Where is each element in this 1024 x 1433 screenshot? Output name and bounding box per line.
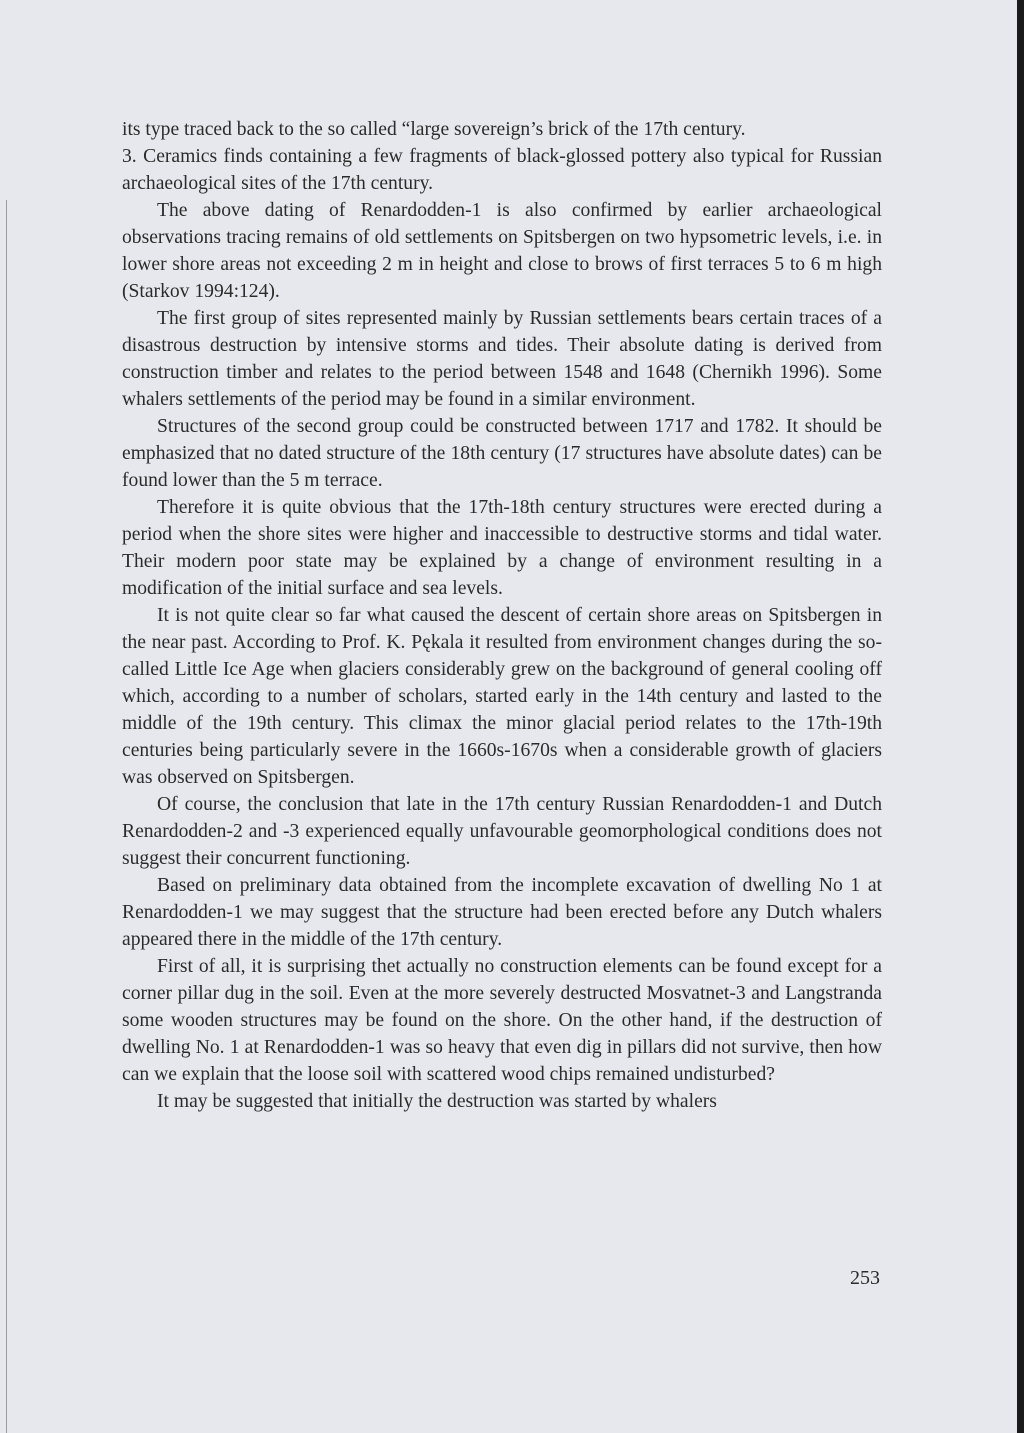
paragraph: It may be suggested that initially the destruction was started by whalers — [157, 1091, 717, 1112]
page-left-edge — [6, 200, 7, 1433]
paragraph: The first group of sites represented mainly by Russian settlements bears certain traces of a disastrous destruction by intensive storms and tides. Their absolute dating is derived from construction timber and relates to the period between 1548 and 1648 (Chernikh 1996). Some whalers settlements of the period may be found in a similar environment. — [122, 308, 882, 410]
paragraph: Structures of the second group could be constructed between 1717 and 1782. It should be emphasized that no dated structure of the 18th century (17 structures have absolute dates) can be found lower than the 5 m terrace. — [122, 416, 882, 491]
paragraph: It is not quite clear so far what caused the descent of certain shore areas on Spitsbergen in the near past. According to Prof. K. Pękala it resulted from environment changes during the so-called Little Ice Age when glaciers considerably grew on the background of general cooling off which, according to a number of scholars, started early in the 14th century and lasted to the middle of the 19th century. This climax the minor glacial period relates to the 17th-19th centuries being particularly severe in the 1660s-1670s when a considerable growth of glaciers was observed on Spitsbergen. — [122, 605, 882, 788]
body-text — [122, 116, 882, 1115]
paragraph: Based on preliminary data obtained from the incomplete excavation of dwelling No 1 at Renardodden-1 we may suggest that the structure had been erected before any Dutch whalers appeared there in the middle of the 17th century. — [122, 875, 882, 950]
paragraph: its type traced back to the so called “large sovereign’s brick of the 17th century. — [122, 119, 746, 140]
paragraph: 3. Ceramics finds containing a few fragments of black-glossed pottery also typical for Russian archaeological sites of the 17th century. — [122, 146, 882, 194]
page-number: 253 — [850, 1267, 880, 1289]
paragraph: First of all, it is surprising thet actually no construction elements can be found except for a corner pillar dug in the soil. Even at the more severely destructed Mosvatnet-3 and Langstranda some wooden structures may be found on the shore. On the other hand, if the destruction of dwelling No. 1 at Renardodden-1 was so heavy that even dig in pillars did not survive, then how can we explain that the loose soil with scattered wood chips remained undisturbed? — [122, 956, 882, 1085]
paragraph: Therefore it is quite obvious that the 17th-18th century structures were erected during a period when the shore sites were higher and inaccessible to destructive storms and tidal water. Their modern poor state may be explained by a change of environment resulting in a modification of the initial surface and sea levels. — [122, 497, 882, 599]
paragraph: Of course, the conclusion that late in the 17th century Russian Renardodden-1 and Dutch Renardodden-2 and -3 experienced equally unfavourable geomorphological conditions does not suggest their concurrent functioning. — [122, 794, 882, 869]
page-right-edge — [1017, 0, 1024, 1433]
paragraph: The above dating of Renardodden-1 is also confirmed by earlier archaeological observations tracing remains of old settlements on Spitsbergen on two hypsometric levels, i.e. in lower shore areas not exceeding 2 m in height and close to brows of first terraces 5 to 6 m high (Starkov 1994:124). — [122, 200, 882, 302]
